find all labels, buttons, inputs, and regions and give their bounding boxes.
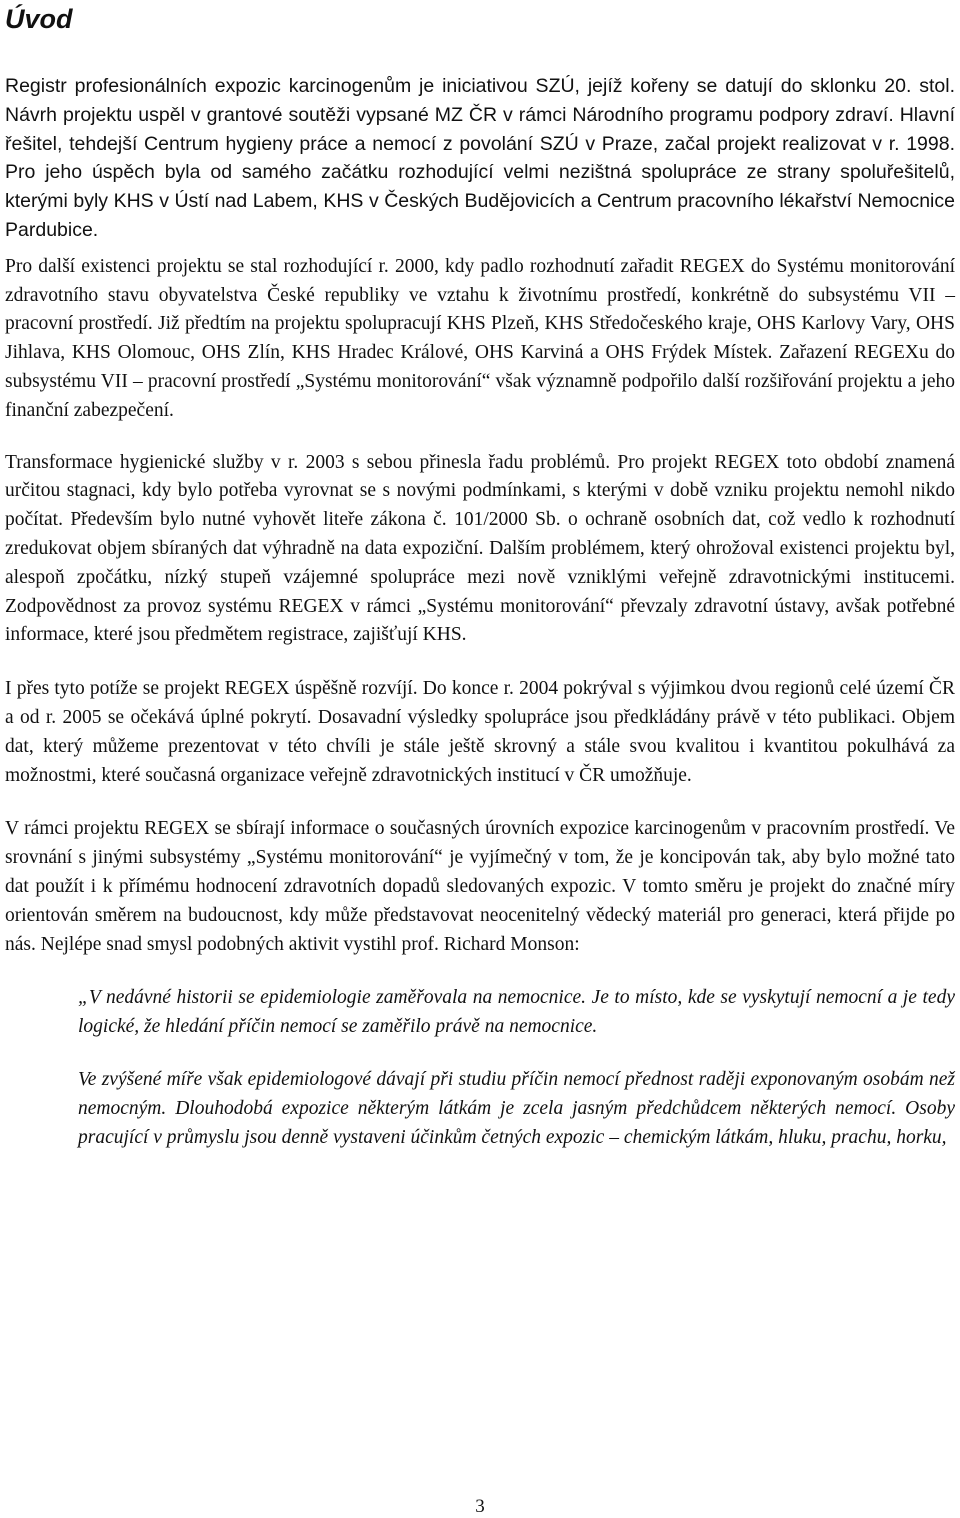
paragraph-progress: I přes tyto potíže se projekt REGEX úspěšně rozvíjí. Do konce r. 2004 pokrýval s výjimkou dvou regionů celé území ČR a od r. 2005 se očekává úplné pokrytí. Dosavadní výsledky spolupráce jsou předkládány právě v této publikaci. Objem dat, který můžeme prezentovat v této chvíli je stále ještě skrovný a stále svou kvalitou i kvantitou pokulhává za možnostmi, které současná organizace veřejně zdravotnických institucí v ČR umožňuje. bbox=[5, 678, 955, 786]
section-heading: Úvod bbox=[5, 4, 73, 34]
paragraph-information: V rámci projektu REGEX se sbírají informace o současných úrovních expozice karcinogenům v pracovním prostředí. Ve srovnání s jinými subsystémy „Systému monitorování“ je vyjímečný v tom, že je koncipován tak, aby bylo možné tato dat použít i k přímému hodnocení zdravotních dopadů sledovaných expozic. V tomto směru je projekt do značné míry orientován směrem na budoucnost, kdy může představovat neocenitelný vědecký materiál pro generaci, která přijde po nás. Nejlépe snad smysl podobných aktivit vystihl prof. Richard Monson: bbox=[5, 818, 955, 955]
paragraph-introduction: Registr profesionálních expozic karcinogenům je iniciativou SZÚ, jejíž kořeny se datují do sklonku 20. stol. Návrh projektu uspěl v grantové soutěži vypsané MZ ČR v rámci Národního programu podpory zdraví. Hlavní řešitel, tehdejší Centrum hygieny práce a nemocí z povolání SZÚ v Praze, začal projekt realizovat v r. 1998. Pro jeho úspěch byla od samého začátku rozhodující velmi nezištná spolupráce ze strany spoluřešitelů, kterými byly KHS v Ústí nad Labem, KHS v Českých Budějovicích a Centrum pracovního lékařství Nemocnice Pardubice. bbox=[5, 75, 955, 241]
page-number: 3 bbox=[475, 1496, 485, 1517]
document-page bbox=[5, 0, 955, 1152]
quote-paragraph-1: „V nedávné historii se epidemiologie zaměřovala na nemocnice. Je to místo, kde se vyskytují nemocní a je tedy logické, že hledání příčin nemocí se zaměřilo právě na nemocnice. bbox=[78, 987, 955, 1038]
paragraph-regex-2000: Pro další existenci projektu se stal rozhodující r. 2000, kdy padlo rozhodnutí zařadit REGEX do Systému monitorování zdravotního stavu obyvatelstva České republiky ve vztahu k životnímu prostředí, konkrétně do subsystému VII – pracovní prostředí. Již předtím na projektu spolupracují KHS Plzeň, KHS Středočeského kraje, OHS Karlovy Vary, OHS Jihlava, KHS Olomouc, OHS Zlín, KHS Hradec Králové, OHS Karviná a OHS Frýdek Místek. Zařazení REGEXu do subsystému VII – pracovní prostředí „Systému monitorování“ však významně podpořilo další rozšiřování projektu a jeho finanční zabezpečení. bbox=[5, 255, 955, 421]
paragraph-transformation: Transformace hygienické služby v r. 2003 s sebou přinesla řadu problémů. Pro projekt REGEX toto období znamená určitou stagnaci, kdy bylo potřeba vyrovnat se s novými podmínkami, s kterými v době vzniku projektu nemohl nikdo počítat. Především bylo nutné vyhovět liteře zákona č. 101/2000 Sb. o ochraně osobních dat, což vedlo k rozhodnutí zredukovat objem sbíraných dat výhradně na data expoziční. Dalším problémem, který ohrožoval existenci projektu byl, alespoň zpočátku, nízký stupeň vzájemné spolupráce mezi nově vzniklými veřejně zdravotnickými institucemi. Zodpovědnost za provoz systému REGEX v rámci „Systému monitorování“ převzaly zdravotní ústavy, avšak potřebné informace, které jsou předmětem registrace, zajišťují KHS. bbox=[5, 451, 955, 646]
quote-paragraph-2: Ve zvýšené míře však epidemiologové dávají při studiu příčin nemocí přednost raději exponovaným osobám než nemocným. Dlouhodobá expozice některým látkám je zcela jasným předchůdcem některých nemocí. Osoby pracující v průmyslu jsou denně vystaveni účinkům četných expozic – chemickým látkám, hluku, prachu, horku, bbox=[78, 1068, 955, 1148]
